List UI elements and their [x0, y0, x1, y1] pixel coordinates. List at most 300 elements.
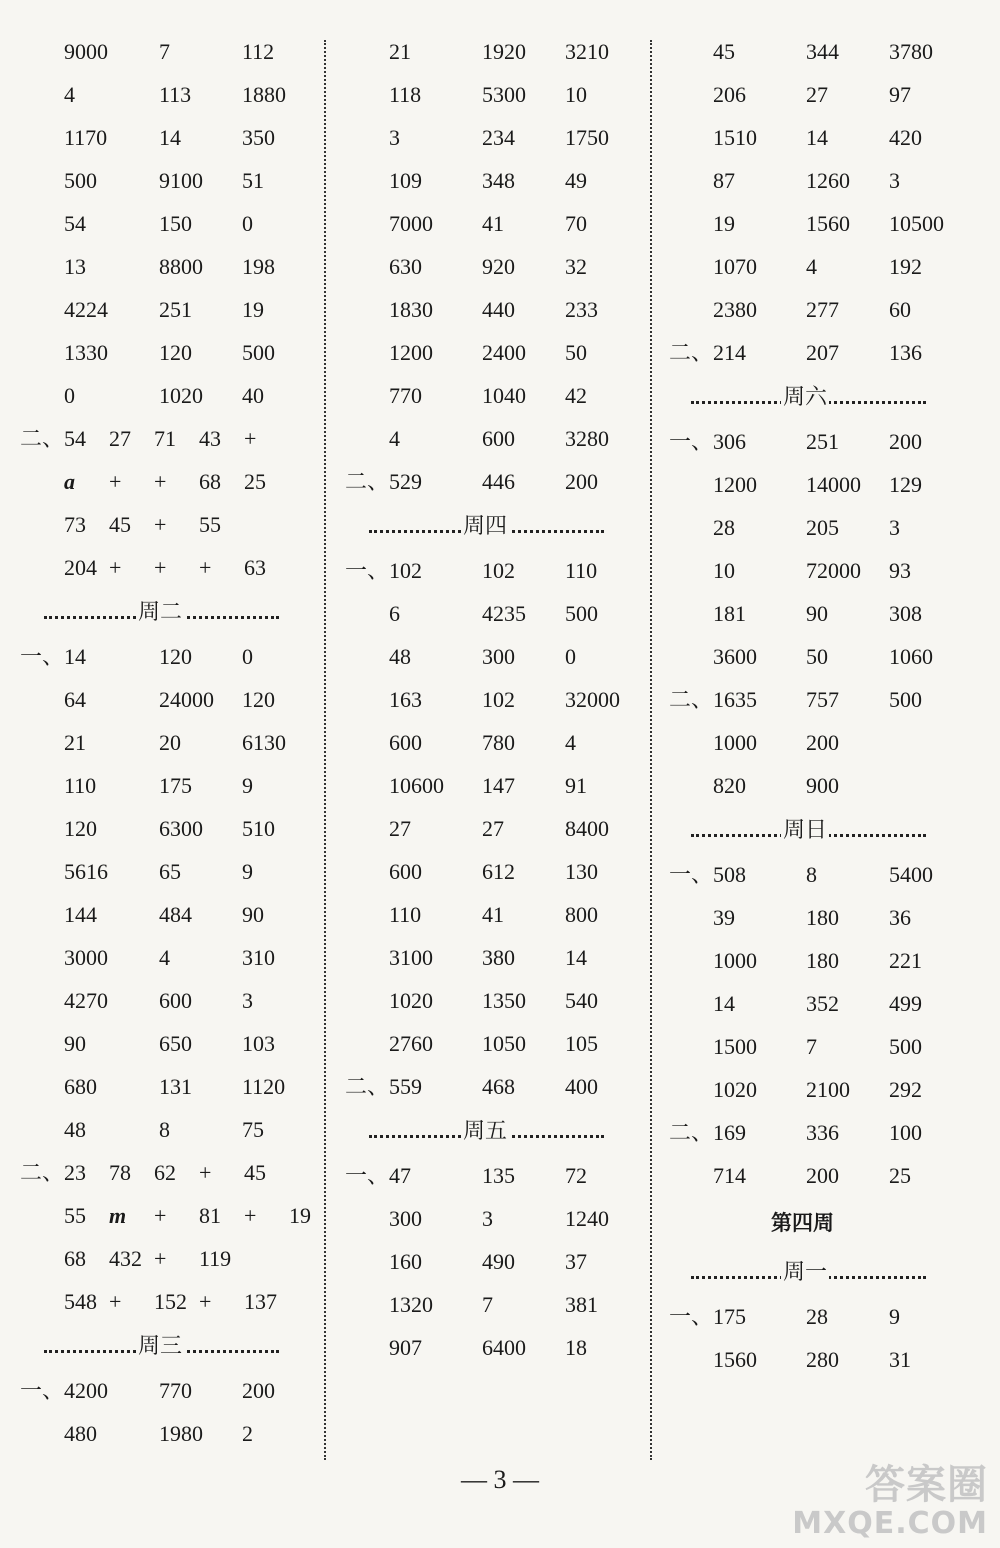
answer-cell: 2100: [806, 1077, 850, 1102]
answer-cell: 548: [64, 1289, 97, 1314]
answer-cell: 131: [159, 1074, 192, 1099]
answer-row: [345, 460, 639, 503]
section-header: [389, 503, 639, 549]
answer-cell: 3280: [565, 426, 609, 451]
answer-row: [389, 936, 639, 979]
answer-row: [389, 1283, 639, 1326]
answer-cell: 1980: [159, 1421, 203, 1446]
answer-cell: 102: [482, 687, 515, 712]
answer-cell: 14: [565, 945, 587, 970]
answer-cell: 3: [482, 1206, 493, 1231]
answer-cell: 110: [64, 773, 97, 798]
answer-row: [713, 116, 973, 159]
answer-cell: 54: [64, 426, 86, 451]
answer-sequence-row: [20, 417, 314, 460]
answer-cell: 800: [565, 902, 598, 927]
answer-cell: 529: [389, 469, 422, 494]
answer-cell: 91: [565, 773, 587, 798]
answer-cell: 6400: [482, 1335, 526, 1360]
answer-cell: 205: [806, 515, 839, 540]
section-title: 周一: [781, 1249, 829, 1295]
answer-cell: 200: [889, 429, 922, 454]
answer-row: [389, 331, 639, 374]
answer-cell: 120: [242, 687, 275, 712]
answer-cell: +: [199, 1160, 212, 1185]
answer-cell: 36: [889, 905, 911, 930]
answer-cell: 64: [64, 687, 86, 712]
question-prefix: 二、: [669, 1120, 714, 1145]
answer-cell: 54: [64, 211, 86, 236]
answer-cell: 8400: [565, 816, 609, 841]
answer-column-1: [20, 30, 314, 1455]
answer-cell: 6130: [242, 730, 286, 755]
answer-row: [713, 245, 973, 288]
answer-cell: 292: [889, 1077, 922, 1102]
answer-cell: 7000: [389, 211, 433, 236]
answer-cell: 147: [482, 773, 515, 798]
answer-cell: 112: [242, 39, 275, 64]
answer-cell: 160: [389, 1249, 422, 1274]
answer-cell: 4235: [482, 601, 526, 626]
answer-cell: 68: [64, 1246, 86, 1271]
answer-cell: +: [154, 1203, 167, 1228]
answer-cell: 200: [242, 1378, 275, 1403]
question-prefix: 一、: [20, 644, 65, 669]
answer-cell: 468: [482, 1074, 515, 1099]
answer-row: [389, 1326, 639, 1369]
answer-cell: 39: [713, 905, 735, 930]
answer-cell: 27: [109, 426, 131, 451]
answer-cell: 45: [713, 39, 735, 64]
answer-cell: 50: [806, 644, 828, 669]
answer-cell: 206: [713, 82, 746, 107]
answer-row: [345, 1154, 639, 1197]
answer-row: [669, 678, 973, 721]
answer-cell: 350: [242, 125, 275, 150]
answer-cell: 13: [64, 254, 86, 279]
answer-cell: 200: [565, 469, 598, 494]
answer-row: [389, 893, 639, 936]
answer-cell: 440: [482, 297, 515, 322]
answer-cell: 9100: [159, 168, 203, 193]
answer-cell: 907: [389, 1335, 422, 1360]
answer-cell: 163: [389, 687, 422, 712]
answer-cell: 55: [199, 512, 221, 537]
answer-cell: 1000: [713, 730, 757, 755]
answer-row: [713, 896, 973, 939]
answer-cell: 102: [389, 558, 422, 583]
answer-row: [669, 1111, 973, 1154]
answer-cell: 72: [565, 1163, 587, 1188]
answer-cell: 4270: [64, 988, 108, 1013]
answer-cell: 41: [482, 902, 504, 927]
answer-row: [713, 549, 973, 592]
answer-row: [64, 1065, 314, 1108]
answer-cell: 680: [64, 1074, 97, 1099]
answer-row: [389, 245, 639, 288]
answer-cell: 1260: [806, 168, 850, 193]
answer-cell: 630: [389, 254, 422, 279]
answer-row: [389, 807, 639, 850]
answer-cell: 50: [565, 340, 587, 365]
answer-cell: 175: [159, 773, 192, 798]
answer-cell: 1070: [713, 254, 757, 279]
answer-cell: 51: [242, 168, 264, 193]
answer-cell: 3210: [565, 39, 609, 64]
answer-cell: 612: [482, 859, 515, 884]
answer-row: [64, 893, 314, 936]
answer-cell: 3: [389, 125, 400, 150]
answer-row: [713, 202, 973, 245]
answer-cell: 110: [565, 558, 598, 583]
answer-cell: 7: [806, 1034, 817, 1059]
answer-cell: 75: [242, 1117, 264, 1142]
answer-row: [669, 1295, 973, 1338]
answer-cell: 9: [889, 1304, 900, 1329]
answer-cell: 97: [889, 82, 911, 107]
answer-row: [713, 764, 973, 807]
answer-row: [713, 1154, 973, 1197]
week-title: 第四周: [771, 1211, 834, 1235]
answer-row: [713, 939, 973, 982]
question-prefix: 一、: [20, 1378, 65, 1403]
answer-cell: 207: [806, 340, 839, 365]
answer-cell: 4: [159, 945, 170, 970]
answer-cell: 770: [389, 383, 422, 408]
answer-cell: 352: [806, 991, 839, 1016]
answer-row: [713, 73, 973, 116]
answer-cell: 129: [889, 472, 922, 497]
answer-cell: 7: [159, 39, 170, 64]
answer-sequence-row: [64, 1237, 314, 1280]
answer-cell: 181: [713, 601, 746, 626]
answer-row: [389, 635, 639, 678]
answer-cell: 510: [242, 816, 275, 841]
answer-cell: 14: [64, 644, 86, 669]
answer-cell: +: [109, 1289, 122, 1314]
answer-cell: 87: [713, 168, 735, 193]
answer-cell: 47: [389, 1163, 411, 1188]
answer-cell: 103: [242, 1031, 275, 1056]
answer-cell: 499: [889, 991, 922, 1016]
answer-cell: 1830: [389, 297, 433, 322]
answer-cell: 1920: [482, 39, 526, 64]
section-title: 周三: [136, 1323, 184, 1369]
answer-row: [64, 73, 314, 116]
answer-row: [389, 202, 639, 245]
answer-cell: 600: [389, 859, 422, 884]
answer-cell: 381: [565, 1292, 598, 1317]
answer-cell: 420: [889, 125, 922, 150]
answer-cell: 1330: [64, 340, 108, 365]
answer-cell: 19: [713, 211, 735, 236]
answer-cell: 4: [565, 730, 576, 755]
answer-cell: 60: [889, 297, 911, 322]
answer-column-3: [669, 30, 973, 1381]
answer-cell: 500: [889, 1034, 922, 1059]
answer-cell: 9000: [64, 39, 108, 64]
answer-cell: 1120: [242, 1074, 286, 1099]
section-title: 周日: [781, 807, 829, 853]
answer-cell: 2400: [482, 340, 526, 365]
answer-sequence-row: [64, 1194, 314, 1237]
question-prefix: 一、: [669, 429, 714, 454]
answer-cell: 42: [565, 383, 587, 408]
answer-cell: 8: [159, 1117, 170, 1142]
answer-cell: 1060: [889, 644, 933, 669]
answer-cell: 81: [199, 1203, 221, 1228]
answer-cell: 78: [109, 1160, 131, 1185]
answer-row: [64, 1022, 314, 1065]
answer-cell: 90: [64, 1031, 86, 1056]
answer-cell: 37: [565, 1249, 587, 1274]
answer-cell: 130: [565, 859, 598, 884]
answer-cell: 770: [159, 1378, 192, 1403]
answer-cell: 348: [482, 168, 515, 193]
column-divider-2: [650, 40, 652, 1460]
answer-row: [713, 506, 973, 549]
answer-cell: 25: [889, 1163, 911, 1188]
answer-row: [389, 159, 639, 202]
answer-cell: 1560: [806, 211, 850, 236]
answer-cell: 45: [109, 512, 131, 537]
answer-cell: 4: [806, 254, 817, 279]
answer-row: [64, 936, 314, 979]
answer-cell: +: [154, 1246, 167, 1271]
answer-cell: 3780: [889, 39, 933, 64]
answer-row: [389, 374, 639, 417]
answer-row: [389, 1022, 639, 1065]
answer-cell: 0: [242, 211, 253, 236]
answer-cell: 1000: [713, 948, 757, 973]
answer-cell: 14: [713, 991, 735, 1016]
answer-cell: 49: [565, 168, 587, 193]
answer-row: [389, 30, 639, 73]
answer-row: [64, 721, 314, 764]
answer-cell: 102: [482, 558, 515, 583]
answer-row: [389, 73, 639, 116]
answer-cell: 306: [713, 429, 746, 454]
answer-sequence-row: [20, 1151, 314, 1194]
answer-row: [389, 288, 639, 331]
answer-cell: 144: [64, 902, 97, 927]
answer-cell: 650: [159, 1031, 192, 1056]
answer-cell: +: [109, 469, 122, 494]
answer-cell: 3: [242, 988, 253, 1013]
page-number: — 3 —: [461, 1465, 539, 1494]
answer-cell: 120: [64, 816, 97, 841]
answer-cell: 48: [64, 1117, 86, 1142]
section-header: [64, 589, 314, 635]
answer-row: [64, 979, 314, 1022]
answer-sequence-row: [64, 1280, 314, 1323]
answer-cell: 31: [889, 1347, 911, 1372]
answer-cell: 221: [889, 948, 922, 973]
answer-cell: 0: [565, 644, 576, 669]
answer-cell: 32: [565, 254, 587, 279]
answer-cell: 18: [565, 1335, 587, 1360]
answer-cell: 6: [389, 601, 400, 626]
answer-cell: 500: [889, 687, 922, 712]
answer-cell: 300: [389, 1206, 422, 1231]
question-prefix: 二、: [669, 687, 714, 712]
answer-row: [713, 1025, 973, 1068]
answer-cell: 1200: [389, 340, 433, 365]
answer-row: [64, 159, 314, 202]
answer-cell: 10: [713, 558, 735, 583]
answer-cell: 6300: [159, 816, 203, 841]
answer-row: [64, 807, 314, 850]
answer-cell: 28: [713, 515, 735, 540]
answer-cell: 9: [242, 859, 253, 884]
answer-cell: 559: [389, 1074, 422, 1099]
answer-cell: +: [109, 555, 122, 580]
answer-cell: 432: [109, 1246, 142, 1271]
answer-cell: 1750: [565, 125, 609, 150]
answer-cell: 380: [482, 945, 515, 970]
section-title: 周六: [781, 374, 829, 420]
answer-row: [713, 635, 973, 678]
section-header: [389, 1108, 639, 1154]
answer-cell: 200: [806, 730, 839, 755]
answer-cell: 10600: [389, 773, 444, 798]
answer-cell: 310: [242, 945, 275, 970]
answer-cell: 1500: [713, 1034, 757, 1059]
question-prefix: 一、: [669, 1304, 714, 1329]
answer-cell: 3: [889, 515, 900, 540]
answer-cell: 600: [482, 426, 515, 451]
answer-cell: 180: [806, 948, 839, 973]
answer-cell: 3000: [64, 945, 108, 970]
answer-cell: 820: [713, 773, 746, 798]
question-prefix: 二、: [345, 1074, 390, 1099]
answer-cell: 110: [389, 902, 422, 927]
answer-cell: a: [64, 469, 75, 494]
answer-cell: 540: [565, 988, 598, 1013]
answer-cell: 780: [482, 730, 515, 755]
answer-cell: 500: [64, 168, 97, 193]
answer-cell: 1510: [713, 125, 757, 150]
question-prefix: 一、: [669, 862, 714, 887]
answer-cell: 920: [482, 254, 515, 279]
section-header: [713, 1249, 973, 1295]
answer-cell: 280: [806, 1347, 839, 1372]
answer-cell: 73: [64, 512, 86, 537]
answer-cell: 714: [713, 1163, 746, 1188]
answer-row: [669, 420, 973, 463]
answer-row: [64, 288, 314, 331]
answer-row: [64, 30, 314, 73]
answer-cell: 1020: [713, 1077, 757, 1102]
answer-cell: 251: [806, 429, 839, 454]
answer-cell: 214: [713, 340, 746, 365]
answer-row: [389, 979, 639, 1022]
answer-cell: 14000: [806, 472, 861, 497]
answer-cell: 71: [154, 426, 176, 451]
answer-cell: +: [199, 555, 212, 580]
answer-cell: 4: [64, 82, 75, 107]
answer-cell: 1050: [482, 1031, 526, 1056]
answer-cell: 8800: [159, 254, 203, 279]
watermark-logo: 答案圈: [865, 1462, 988, 1508]
answer-cell: 446: [482, 469, 515, 494]
answer-row: [389, 678, 639, 721]
answer-cell: 113: [159, 82, 192, 107]
answer-cell: 120: [159, 340, 192, 365]
answer-cell: 192: [889, 254, 922, 279]
answer-cell: 1350: [482, 988, 526, 1013]
answer-cell: 3: [889, 168, 900, 193]
answer-cell: 70: [565, 211, 587, 236]
answer-cell: 5400: [889, 862, 933, 887]
answer-cell: 175: [713, 1304, 746, 1329]
answer-row: [64, 374, 314, 417]
section-title: 周四: [461, 503, 509, 549]
answer-cell: 43: [199, 426, 221, 451]
watermark: [792, 1463, 988, 1540]
answer-cell: 41: [482, 211, 504, 236]
answer-cell: 118: [389, 82, 422, 107]
answer-cell: 137: [244, 1289, 277, 1314]
answer-row: [389, 116, 639, 159]
answer-cell: 19: [289, 1203, 311, 1228]
answer-cell: 105: [565, 1031, 598, 1056]
answer-row: [64, 678, 314, 721]
answer-cell: 120: [159, 644, 192, 669]
section-title: 周五: [461, 1108, 509, 1154]
answer-cell: 55: [64, 1203, 86, 1228]
answer-cell: 277: [806, 297, 839, 322]
answer-sequence-row: [64, 503, 314, 546]
answer-cell: 72000: [806, 558, 861, 583]
answer-cell: 25: [244, 469, 266, 494]
answer-cell: 90: [242, 902, 264, 927]
answer-cell: 308: [889, 601, 922, 626]
answer-row: [713, 1338, 973, 1381]
answer-cell: 45: [244, 1160, 266, 1185]
answer-cell: 490: [482, 1249, 515, 1274]
answer-row: [713, 30, 973, 73]
answer-cell: 32000: [565, 687, 620, 712]
answer-cell: 300: [482, 644, 515, 669]
answer-cell: 28: [806, 1304, 828, 1329]
answer-cell: +: [244, 1203, 257, 1228]
answer-row: [713, 982, 973, 1025]
answer-cell: 5300: [482, 82, 526, 107]
answer-row: [345, 1065, 639, 1108]
question-prefix: 二、: [20, 1160, 65, 1185]
answer-cell: 480: [64, 1421, 97, 1446]
section-header: [713, 807, 973, 853]
answer-cell: 14: [159, 125, 181, 150]
answer-row: [389, 850, 639, 893]
answer-cell: 1020: [389, 988, 433, 1013]
answer-cell: 234: [482, 125, 515, 150]
answer-cell: 3100: [389, 945, 433, 970]
answer-cell: +: [199, 1289, 212, 1314]
answer-cell: 1560: [713, 1347, 757, 1372]
answer-cell: 1020: [159, 383, 203, 408]
answer-cell: 600: [159, 988, 192, 1013]
answer-cell: +: [244, 426, 257, 451]
column-divider-1: [324, 40, 326, 1460]
answer-cell: 23: [64, 1160, 86, 1185]
answer-cell: 4: [389, 426, 400, 451]
answer-cell: 0: [242, 644, 253, 669]
answer-cell: 48: [389, 644, 411, 669]
answer-cell: +: [154, 469, 167, 494]
answer-row: [389, 1197, 639, 1240]
